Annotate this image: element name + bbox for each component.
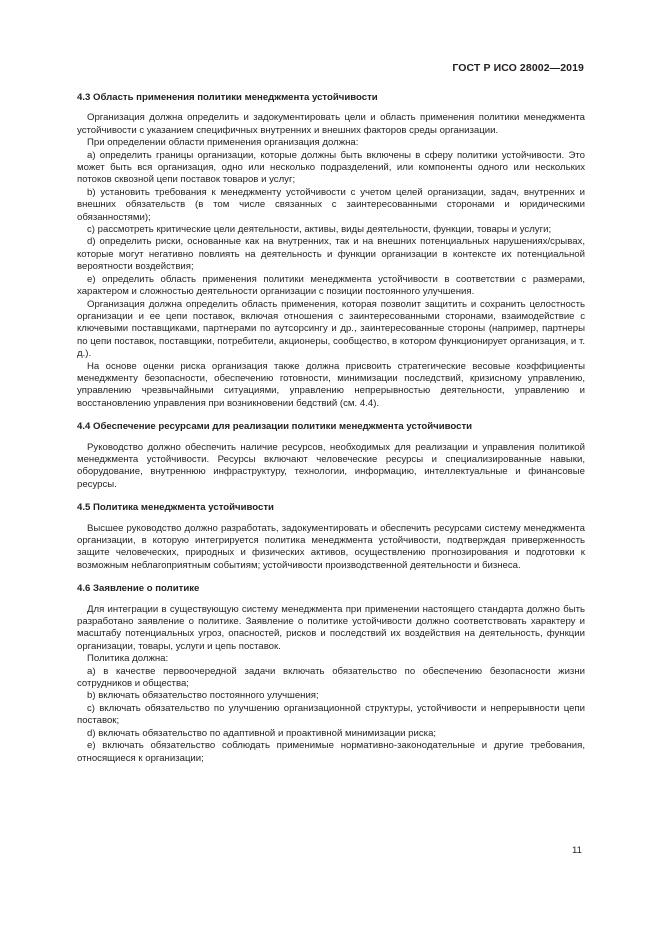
paragraph: При определении области применения организация должна: [87, 137, 359, 149]
list-item: c) рассмотреть критические цели деятельности, активы, виды деятельности, функции, товары и услуги; [87, 224, 552, 236]
section-heading: 4.5 Политика менеджмента устойчивости [77, 502, 274, 514]
page-number: 11 [572, 845, 582, 856]
section-4-6 [77, 583, 585, 765]
section-4-5 [77, 502, 585, 572]
section-4-4 [77, 421, 585, 491]
list-item: е) определить область применения политики менеджмента устойчивости в соответствии с размерами, характером и сложностью деятельности организации с позиции постоянного улучшения. [77, 273, 585, 298]
list-item: c) включать обязательство по улучшению организационной структуры, устойчивости и непрерывности цепи поставок; [77, 702, 585, 727]
section-heading: 4.6 Заявление о политике [77, 583, 200, 595]
list-item: b) установить требования к менеджменту устойчивости с учетом целей организации, задач, внутренних и внешних обязательств (в том числе связанных с заинтересованными сторонами и юридическими обязанностями); [77, 186, 585, 223]
list-item: а) в качестве первоочередной задачи включать обязательство по обеспечению безопасности жизни сотрудников и общества; [77, 665, 585, 690]
paragraph: Высшее руководство должно разработать, задокументировать и обеспечить ресурсами систему менеджмента организации, в которую интегрируется политика менеджмента устойчивости, подтверждая приверженность защите человеческих, природных и физических активов, осуществлению прогнозирования и подготовки к возможным неблагоприятным событиям; устойчивости производственной деятельности и бизнеса. [77, 522, 585, 571]
section-4-3 [77, 92, 585, 410]
list-item: b) включать обязательство постоянного улучшения; [87, 690, 319, 702]
document-body [77, 92, 585, 776]
paragraph: Политика должна: [87, 653, 169, 665]
paragraph: Для интеграции в существующую систему менеджмента при применении настоящего стандарта должно быть разработано заявление о политике. Заявление о политике устойчивости должно соответствовать характеру и масштабу потенциальных угроз, опасностей, рисков и последствий их воздействия на деятельность, функции организации, товары, услуги и цепь поставок. [77, 603, 585, 652]
list-item: а) определить границы организации, которые должны быть включены в сферу политики устойчивости. Это может быть вся организация, одно или несколько подразделений, или компоненты одного или нескольких потоков сквозной цепи поставок товаров и услуг; [77, 149, 585, 186]
standard-designation: ГОСТ Р ИСО 28002—2019 [452, 62, 584, 74]
paragraph: На основе оценки риска организация также должна присвоить стратегические весовые коэффициенты менеджменту безопасности, обеспечению готовности, минимизации последствий, кризисному управлению, управлению чрезвычайными ситуациями, управлению непрерывностью деятельности, управлению и восстановлению управления при возникновении бедствий (см. 4.4). [77, 360, 585, 409]
paragraph: Организация должна определить область применения, которая позволит защитить и сохранить целостность организации и ее цепи поставок, включая отношения с заинтересованными сторонами, взаимодействие с ключевыми поставщиками, партнерами по аутсорсингу и др., заинтересованные стороны (например, партнеры по цепи поставок, поставщики, потребители, акционеры, сообщество, в котором функционирует организация, и т. д.). [77, 298, 585, 360]
list-item: d) определить риски, основанные как на внутренних, так и на внешних потенциальных нарушениях/срывах, которые могут негативно повлиять на деятельность и функции организации в контексте их потенциальной вероятности воздействия; [77, 236, 585, 273]
list-item: е) включать обязательство соблюдать применимые нормативно-законодательные и другие требования, относящиеся к организации; [77, 740, 585, 764]
paragraph: Организация должна определить и задокументировать цели и область применения политики менеджмента устойчивости с указанием специфичных внутренних и внешних факторов среды организации. [77, 112, 585, 136]
section-heading: 4.3 Область применения политики менеджмента устойчивости [77, 92, 378, 103]
paragraph: Руководство должно обеспечить наличие ресурсов, необходимых для реализации и управления политикой менеджмента устойчивости. Ресурсы включают человеческие ресурсы и специализированные навыки, оборудование, внутреннюю инфраструктуру, технологии, информацию, интеллектуальные и финансовые ресурсы. [77, 441, 585, 490]
section-heading: 4.4 Обеспечение ресурсами для реализации политики менеджмента устойчивости [77, 421, 473, 433]
list-item: d) включать обязательство по адаптивной и проактивной минимизации риска; [87, 727, 437, 739]
